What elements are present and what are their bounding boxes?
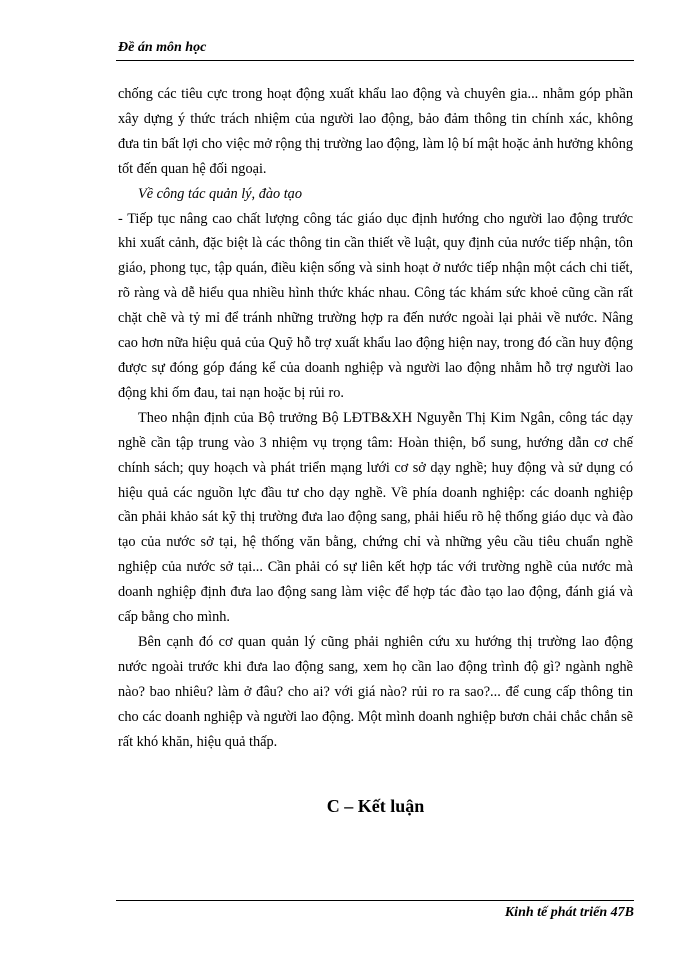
- header-title: Đề án môn học: [118, 40, 207, 55]
- footer-text: Kinh tế phát triển 47B: [504, 905, 634, 920]
- body-text: [118, 82, 633, 754]
- footer-divider: [116, 900, 634, 901]
- paragraph-training: - Tiếp tục nâng cao chất lượng công tác giáo dục định hướng cho người lao động trước khi xuất cảnh, đặc biệt là các thông tin cần thiết về luật, quy định của nước tiếp nhận, tôn giáo, phong tục, tập quán, điều kiện sống và sinh hoạt ở nước tiếp nhận một cách chi tiết, rõ ràng và dễ hiểu qua nhiều hình thức khác nhau. Công tác khám sức khoẻ cũng cần rất chặt chẽ và tỷ mỉ để tránh những trường hợp ra đến nước ngoài lại phải về nước. Nâng cao hơn nữa hiệu quả của Quỹ hỗ trợ xuất khẩu lao động hiện nay, trong đó cần huy động được sự đóng góp đáng kể của doanh nghiệp và người lao động nhằm hỗ trợ người lao động khi ốm đau, tai nạn hoặc bị rủi ro.: [118, 210, 633, 401]
- paragraph-continuation: chống các tiêu cực trong hoạt động xuất khẩu lao động và chuyên gia... nhằm góp phần xây dựng ý thức trách nhiệm của người lao động, bảo đảm thông tin chính xác, không đưa tin bất lợi cho việc mở rộng thị trường lao động, làm lộ bí mật hoặc ảnh hưởng không tốt đến quan hệ đối ngoại.: [118, 86, 633, 177]
- section-subheading: Về công tác quản lý, đào tạo: [138, 185, 302, 202]
- paragraph-management-research: Bên cạnh đó cơ quan quản lý cũng phải nghiên cứu xu hướng thị trường lao động nước ngoài trước khi đưa lao động sang, xem họ cần lao động trình độ gì? ngành nghề nào? bao nhiêu? làm ở đâu? cho ai? với giá nào? rủi ro ra sao?... để cung cấp thông tin cho các doanh nghiệp và người lao động. Một mình doanh nghiệp bươn chải chắc chắn sẽ rất khó khăn, hiệu quả thấp.: [118, 633, 633, 750]
- header-divider: [116, 60, 634, 61]
- paragraph-minister-view: Theo nhận định của Bộ trưởng Bộ LĐTB&XH Nguyễn Thị Kim Ngân, công tác dạy nghề cần tập trung vào 3 nhiệm vụ trọng tâm: Hoàn thiện, bổ sung, hướng dẫn cơ chế chính sách; quy hoạch và phát triển mạng lưới cơ sở dạy nghề; huy động và sử dụng có hiệu quả các nguồn lực đầu tư cho dạy nghề. Về phía doanh nghiệp: các doanh nghiệp cần phải khảo sát kỹ thị trường đưa lao động sang, phải hiểu rõ hệ thống giáo dục và đào tạo của nước sở tại, hệ thống văn bằng, chứng chỉ và những yêu cầu tiêu chuẩn nghề nghiệp của nước sở tại... Cần phải có sự liên kết hợp tác với trường nghề của nước mà doanh nghiệp định đưa lao động sang làm việc để hợp tác đào tạo lao động, đánh giá và cấp bằng cho mình.: [118, 409, 633, 626]
- conclusion-heading: C – Kết luận: [326, 796, 425, 816]
